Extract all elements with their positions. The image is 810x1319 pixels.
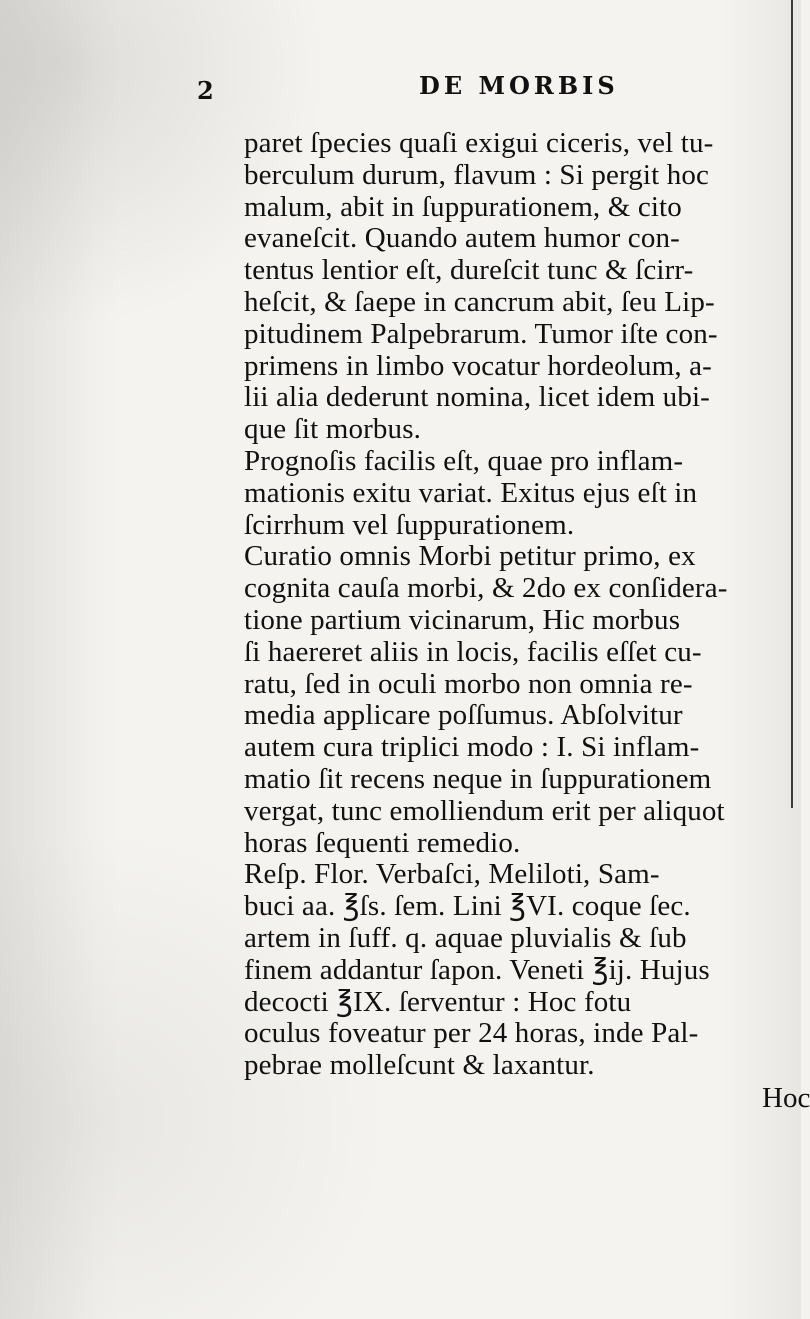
page-shadow [0,0,120,1319]
text-line: ſcirrhum vel ſuppurationem. [244,508,575,541]
text-line: tione partium vicinarum, Hic morbus [244,603,681,636]
page-number: 2 [197,76,216,105]
text-line: vergat, tunc emolliendum erit per aliquot [244,794,725,827]
text-line: berculum durum, flavum : Si pergit hoc [244,158,710,191]
text-line: evaneſcit. Quando autem humor con- [244,222,680,255]
latin-text-body [244,128,794,1082]
text-line: Reſp. Flor. Verbaſci, Meliloti, Sam- [244,858,660,891]
text-line: lii alia dederunt nomina, licet idem ubi- [244,381,710,414]
text-line: que ſit morbus. [244,413,422,446]
page-header [0,66,801,106]
text-line: ratu, ſed in oculi morbo non omnia re- [244,667,693,700]
text-line: malum, abit in ſuppurationem, & cito [244,190,682,223]
text-line: primens in limbo vocatur hordeolum, a- [244,349,712,382]
text-line: Prognoſis facilis eſt, quae pro inflam- [244,444,684,477]
text-line: tentus lentior eſt, dureſcit tunc & ſcirr- [244,254,694,287]
text-line: heſcit, & ſaepe in cancrum abit, ſeu Lip- [244,285,715,318]
text-line: ſi haereret aliis in locis, facilis eſſet cu- [244,635,702,668]
text-line: horas ſequenti remedio. [244,826,521,859]
text-line: buci aa. ℥ſs. ſem. Lini ℥VI. coque ſec. [244,890,691,923]
text-line: decocti ℥IX. ſerventur : Hoc fotu [244,985,632,1018]
text-line: mationis exitu variat. Exitus ejus eſt in [244,476,698,509]
text-line: artem in ſuff. q. aquae pluvialis & ſub [244,921,687,954]
text-line: cognita cauſa morbi, & 2do ex conſidera- [244,572,728,605]
text-line: oculus foveatur per 24 horas, inde Pal- [244,1017,699,1050]
catchword: Hoc [762,1082,810,1114]
running-title: DE MORBIS [419,71,619,100]
text-line: pitudinem Palpebrarum. Tumor iſte con- [244,317,718,350]
text-line: autem cura triplici modo : I. Si inflam- [244,731,700,764]
text-line: pebrae molleſcunt & laxantur. [244,1049,595,1082]
text-line: matio ſit recens neque in ſuppurationem [244,762,712,795]
text-line: paret ſpecies quaſi exigui ciceris, vel tu- [244,127,714,159]
text-line: media applicare poſſumus. Abſolvitur [244,699,683,732]
text-line: Curatio omnis Morbi petitur primo, ex [244,540,696,573]
text-line: finem addantur ſapon. Veneti ℥ij. Hujus [244,953,710,986]
